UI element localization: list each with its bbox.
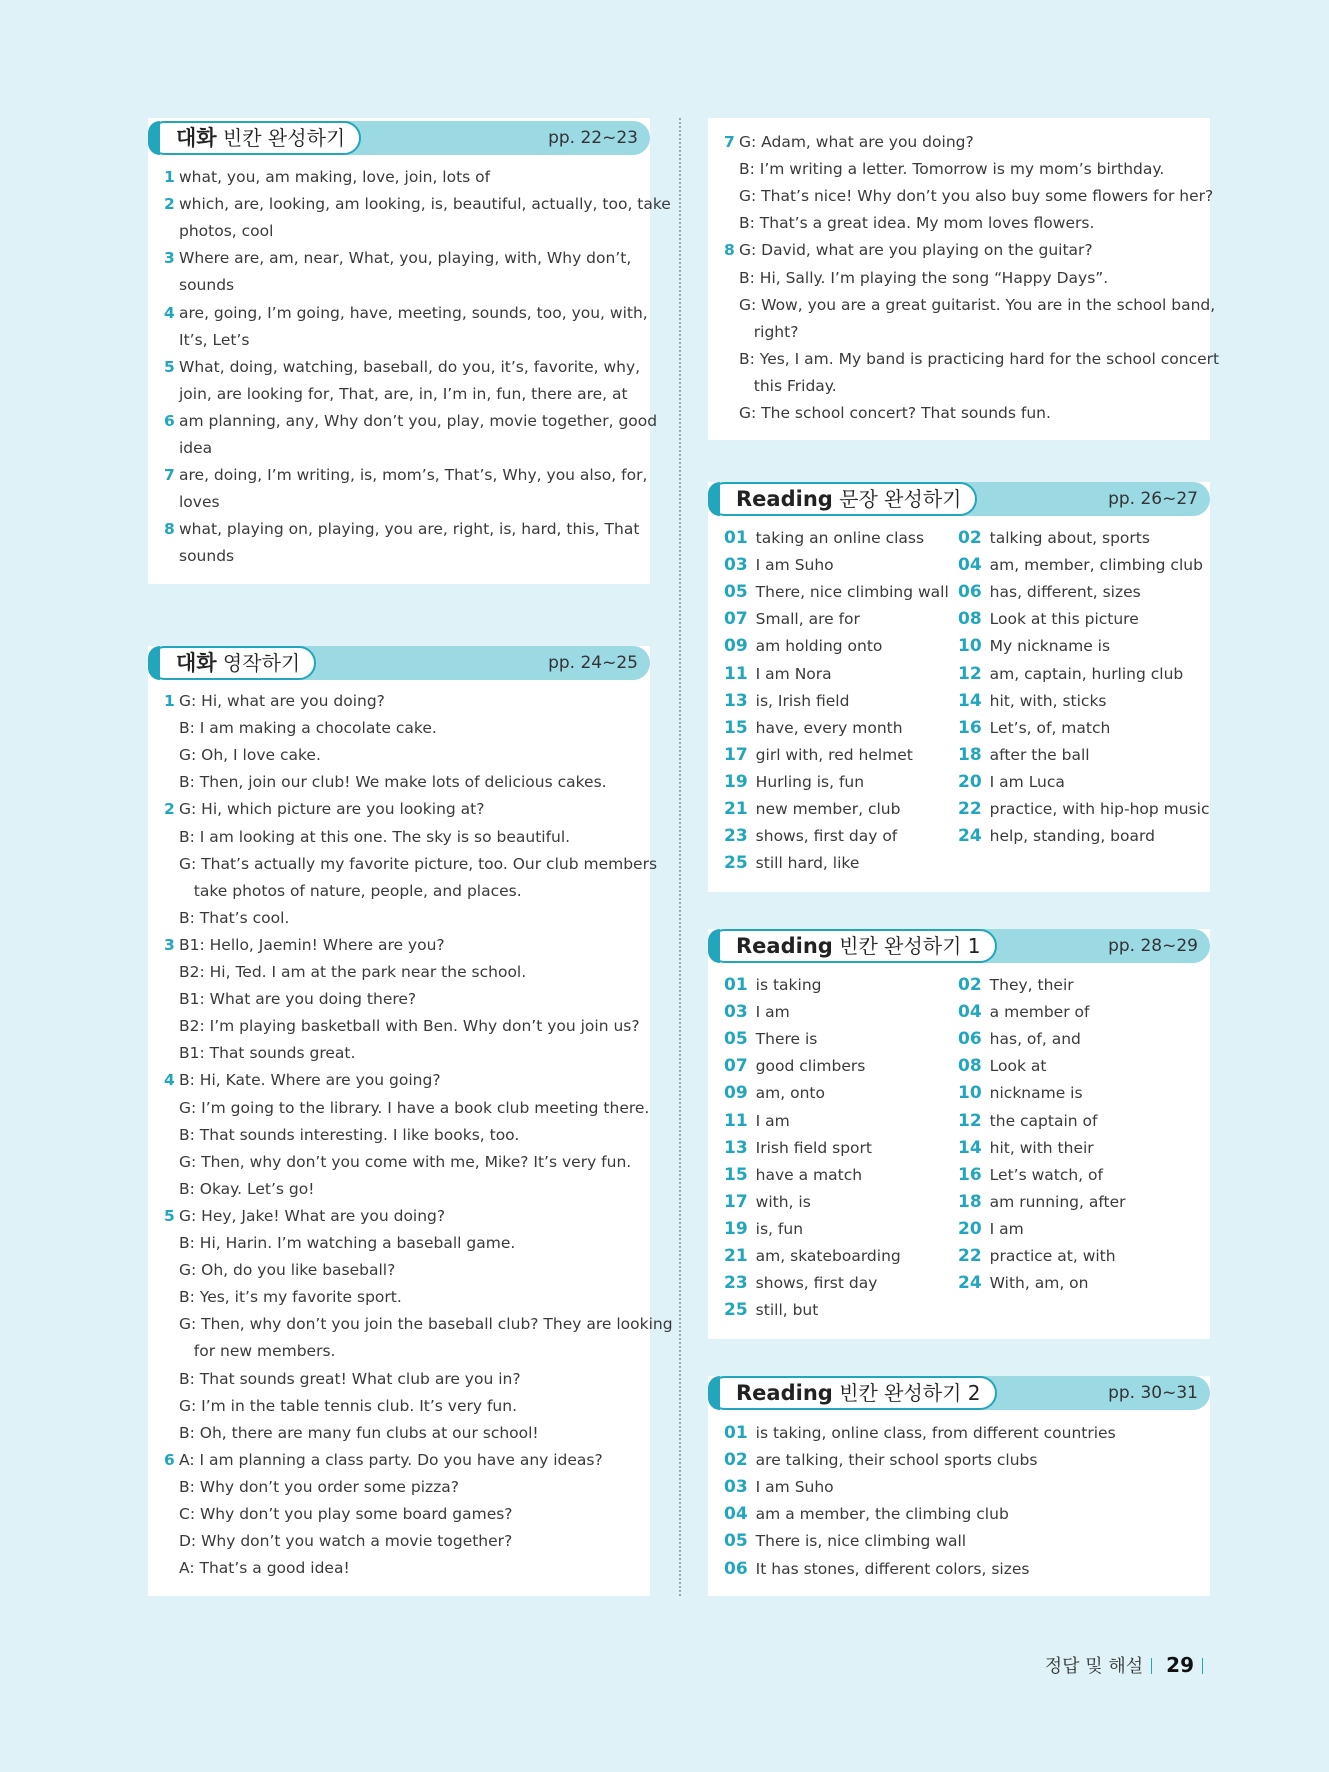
item-text: A: That’s a good idea! [179,1559,350,1578]
item-text: am, skateboarding [755,1247,901,1265]
item-text: is taking [755,976,822,994]
answer-item [724,975,822,995]
item-number: 22 [958,1246,982,1266]
item-number: 02 [958,528,982,548]
section-header-reading-blanks-1 [708,929,1210,963]
item-text: G: Adam, what are you doing? [739,133,974,151]
item-text: B: I am looking at this one. The sky is so beautiful. [179,827,571,846]
item-text: It has stones, different colors, sizes [755,1559,1030,1578]
page-footer [1045,1652,1211,1678]
item-text: right? [739,322,799,341]
item-number: 20 [958,1218,982,1239]
item-text: Let’s watch, of [989,1165,1103,1184]
answer-item [724,1165,862,1185]
footer-separator [1202,1658,1203,1674]
item-text: G: I’m going to the library. I have a book club meeting there. [179,1098,650,1117]
item-text: My nickname is [989,637,1111,656]
item-number: 8 [724,241,735,260]
item-text: still hard, like [755,854,860,873]
item-number: 23 [724,826,748,847]
item-number: 10 [958,1083,982,1104]
answer-line [164,1206,446,1225]
item-text: idea [179,439,213,457]
item-text: practice, with hip-hop music [989,800,1210,818]
item-text: a member of [989,1003,1090,1022]
page-range: pp. 22~23 [548,128,638,148]
page-range: pp. 24~25 [548,653,638,673]
item-number: 03 [724,1002,748,1023]
item-text: B2: Hi, Ted. I am at the park near the school. [179,963,527,981]
item-text: G: Hi, what are you doing? [179,692,385,710]
page-range: pp. 30~31 [1108,1383,1198,1403]
item-text: C: Why don’t you play some board games? [179,1505,513,1523]
item-text: what, playing on, playing, you are, right, is, hard, this, That [179,520,640,539]
item-text: are, doing, I’m writing, is, mom’s, That’s, Why, you also, for, [179,466,648,485]
item-number: 15 [724,717,748,738]
item-text: shows, first day of [755,827,898,846]
item-text: B: Okay. Let’s go! [179,1179,315,1198]
item-number: 5 [164,357,175,376]
answer-item [724,528,924,548]
answer-item [724,664,832,684]
item-text: B: Then, join our club! We make lots of delicious cakes. [179,773,607,792]
answer-item [724,1531,966,1551]
item-number: 24 [958,1273,982,1294]
item-number: 6 [164,1450,175,1469]
item-text: Look at [989,1057,1047,1076]
answer-item [724,772,864,792]
item-text: B: Hi, Kate. Where are you going? [179,1071,441,1090]
item-number: 23 [724,1273,748,1294]
item-number: 03 [724,1477,748,1498]
item-text: good climbers [755,1057,866,1076]
item-text: have a match [755,1165,863,1184]
item-number: 05 [724,582,748,603]
item-text: I am [755,1003,790,1022]
item-number: 20 [958,771,982,792]
item-text: B: Why don’t you order some pizza? [179,1477,460,1496]
answer-item [724,745,913,765]
item-text: I am Luca [989,772,1065,791]
item-number: 22 [958,799,982,819]
item-text: loves [179,493,220,512]
answer-item [724,1002,790,1022]
item-number: 25 [724,1300,748,1321]
answer-item [724,826,897,846]
item-number: 02 [724,1450,748,1471]
answer-item [958,555,1203,575]
item-number: 08 [958,1056,982,1077]
item-number: 11 [724,1110,748,1131]
footer-label: 정답 및 해설 [1044,1656,1144,1677]
item-text: B: Yes, I am. My band is practicing hard for the school concert [739,349,1220,368]
item-text: have, every month [755,718,903,737]
item-number: 09 [724,1083,748,1104]
item-text: after the ball [989,745,1090,764]
answer-item [724,1477,834,1497]
item-text: is, Irish field [755,691,850,710]
answer-line [164,466,648,485]
item-text: new member, club [755,800,901,818]
answer-item [958,1273,1088,1293]
answer-item [724,1056,865,1076]
answer-line [164,692,385,710]
item-text: B: Yes, it’s my favorite sport. [179,1288,402,1307]
answer-item [724,718,903,738]
item-number: 2 [164,195,175,214]
answer-item [724,1219,803,1239]
answer-item [958,745,1090,765]
item-number: 7 [724,133,735,151]
item-text: B: That’s a great idea. My mom loves flowers. [739,214,1095,233]
item-text: B: That’s cool. [179,908,290,927]
item-text: Where are, am, near, What, you, playing, with, Why don’t, [179,249,632,268]
item-text: am, member, climbing club [989,556,1203,575]
item-text: help, standing, board [989,827,1155,846]
section-title-pill: 대화 영작하기 [148,646,316,680]
answer-item [958,664,1183,684]
answer-item [958,1083,1083,1103]
section-dialogue-blanks [148,118,650,584]
item-text: hit, with their [989,1138,1094,1157]
item-text: hit, with, sticks [989,691,1107,710]
answer-item [724,636,882,656]
item-text: B: That sounds interesting. I like books, too. [179,1125,520,1144]
item-text: There is [755,1030,818,1049]
answer-item [724,555,834,575]
item-text: A: I am planning a class party. Do you have any ideas? [179,1450,603,1469]
item-text: They, their [989,976,1074,994]
item-text: what, you, am making, love, join, lots of [179,168,491,186]
section-title-pill: 대화 빈칸 완성하기 [148,121,361,155]
item-text: this Friday. [739,376,837,395]
answer-item [724,582,949,602]
answer-line [164,520,640,539]
answer-item [724,1029,817,1049]
item-number: 8 [164,520,175,539]
item-number: 24 [958,826,982,847]
item-number: 1 [164,692,175,710]
section-title-pill: Reading 빈칸 완성하기 2 [708,1376,997,1410]
answer-item [958,975,1074,995]
item-number: 18 [958,1191,982,1212]
item-number: 01 [724,528,748,548]
item-text: Irish field sport [755,1138,872,1157]
item-text: girl with, red helmet [755,745,913,764]
item-number: 2 [164,800,175,819]
section-header-dialogue-writing [148,646,650,680]
answer-item [724,1192,811,1212]
answer-line [724,241,1093,260]
item-number: 04 [724,1504,748,1525]
item-number: 1 [164,168,175,186]
item-text: talking about, sports [989,529,1150,547]
answer-line [164,1071,441,1090]
answer-item [958,636,1110,656]
item-number: 16 [958,717,982,738]
answer-item [724,1273,877,1293]
item-text: with, is [755,1192,811,1211]
item-number: 11 [724,663,748,684]
answer-line [724,133,974,151]
item-text: G: Oh, I love cake. [179,746,321,765]
answer-item [724,799,900,819]
item-text: are, going, I’m going, have, meeting, sounds, too, you, with, [179,303,648,322]
item-text: am planning, any, Why don’t you, play, movie together, good [179,411,658,430]
item-text: B: Oh, there are many fun clubs at our school! [179,1423,539,1442]
item-number: 03 [724,555,748,576]
item-text: There is, nice climbing wall [755,1532,967,1551]
item-text: B1: That sounds great. [179,1044,356,1063]
item-text: B: That sounds great! What club are you in? [179,1369,521,1388]
item-text: Let’s, of, match [989,718,1111,737]
answer-item [724,1450,1037,1470]
item-number: 07 [724,609,748,630]
item-text: G: Wow, you are a great guitarist. You are in the school band, [739,295,1216,314]
answer-line [164,249,632,268]
item-text: G: Hey, Jake! What are you doing? [179,1206,446,1225]
item-number: 06 [958,1029,982,1050]
item-number: 16 [958,1164,982,1185]
answer-item [724,853,859,873]
item-number: 4 [164,303,175,322]
item-text: What, doing, watching, baseball, do you, it’s, favorite, why, [179,357,641,376]
item-number: 04 [958,1002,982,1023]
page-range: pp. 28~29 [1108,936,1198,956]
item-number: 09 [724,636,748,657]
answer-item [958,1192,1126,1212]
answer-item [958,1029,1081,1049]
item-text: G: Then, why don’t you join the baseball club? They are looking [179,1315,673,1334]
item-text: I am [989,1219,1024,1238]
item-number: 19 [724,1218,748,1239]
item-text: are talking, their school sports clubs [755,1451,1038,1470]
item-text: which, are, looking, am looking, is, beautiful, actually, too, take [179,195,671,214]
item-number: 17 [724,744,748,765]
item-text: is taking, online class, from different countries [755,1424,1116,1442]
item-text: practice at, with [989,1247,1116,1265]
column-divider [679,118,681,1596]
section-header-reading-blanks-2 [708,1376,1210,1410]
item-text: has, different, sizes [989,583,1141,602]
item-text: I am Suho [755,1478,834,1497]
item-number: 10 [958,636,982,657]
item-number: 08 [958,609,982,630]
answer-item [958,1246,1116,1266]
item-text: I am Nora [755,664,832,683]
item-text: B1: What are you doing there? [179,990,417,1009]
item-text: It’s, Let’s [179,330,250,349]
answer-item [958,528,1150,548]
item-number: 02 [958,975,982,995]
section-header-dialogue-blanks [148,121,650,155]
item-number: 13 [724,1137,748,1158]
item-text: am a member, the climbing club [755,1505,1009,1524]
answer-item [724,1083,825,1103]
page-number: 29 [1166,1653,1194,1677]
answer-line [164,411,658,430]
item-text: photos, cool [179,222,274,241]
item-number: 07 [724,1056,748,1077]
answer-item [724,1559,1029,1579]
item-number: 3 [164,249,175,268]
item-text: B1: Hello, Jaemin! Where are you? [179,935,445,954]
item-number: 21 [724,1246,748,1266]
item-text: Hurling is, fun [755,772,865,791]
item-number: 14 [958,1137,982,1158]
item-number: 21 [724,799,748,819]
answer-item [958,1002,1089,1022]
answer-line [164,1450,603,1469]
item-number: 14 [958,690,982,711]
item-text: nickname is [989,1084,1083,1103]
item-text: B: I am making a chocolate cake. [179,719,437,738]
answer-line [164,935,445,954]
item-text: G: Hi, which picture are you looking at? [179,800,485,819]
item-text: G: I’m in the table tennis club. It’s very fun. [179,1396,517,1415]
item-text: Small, are for [755,610,860,629]
answer-item [724,691,849,711]
item-number: 17 [724,1191,748,1212]
item-number: 19 [724,771,748,792]
item-text: G: That’s nice! Why don’t you also buy some flowers for her? [739,187,1214,206]
item-number: 12 [958,663,982,684]
answer-line [164,357,641,376]
item-number: 01 [724,975,748,995]
item-number: 05 [724,1029,748,1050]
item-text: B: Hi, Harin. I’m watching a baseball game. [179,1234,516,1252]
item-number: 05 [724,1531,748,1552]
item-text: Look at this picture [989,610,1139,629]
item-number: 4 [164,1071,175,1090]
answer-line [164,303,648,322]
answer-line [164,168,491,186]
item-number: 01 [724,1423,748,1443]
answer-item [958,691,1107,711]
item-text: sounds [179,547,235,566]
answer-item [958,582,1141,602]
section-header-reading-sentences [708,482,1210,516]
item-text: G: Oh, do you like baseball? [179,1261,396,1280]
section-title-pill: Reading 문장 완성하기 [708,482,977,516]
item-number: 7 [164,466,175,485]
item-text: There, nice climbing wall [755,583,949,602]
item-number: 06 [724,1558,748,1579]
answer-item [724,1246,901,1266]
answer-item [958,609,1139,629]
item-number: 18 [958,744,982,765]
item-text: take photos of nature, people, and places. [179,881,522,900]
item-text: G: Then, why don’t you come with me, Mike? It’s very fun. [179,1152,632,1171]
answer-item [724,1111,790,1131]
item-text: G: David, what are you playing on the guitar? [739,241,1093,260]
item-text: is, fun [755,1219,804,1238]
answer-item [724,1504,1009,1524]
item-text: am, onto [755,1084,825,1103]
item-text: am, captain, hurling club [989,664,1184,683]
item-text: am holding onto [755,637,883,656]
page-range: pp. 26~27 [1108,489,1198,509]
answer-item [958,1056,1046,1076]
item-text: B2: I’m playing basketball with Ben. Why don’t you join us? [179,1017,640,1036]
item-text: B: Hi, Sally. I’m playing the song “Happy Days”. [739,268,1109,287]
answer-item [958,1165,1103,1185]
answer-item [958,772,1065,792]
answer-item [958,799,1209,819]
footer-separator [1151,1658,1152,1674]
item-number: 3 [164,935,175,954]
item-text: taking an online class [755,529,925,547]
item-text: D: Why don’t you watch a movie together? [179,1532,513,1551]
item-text: shows, first day [755,1274,878,1293]
item-text: G: The school concert? That sounds fun. [739,404,1051,422]
item-text: the captain of [989,1111,1098,1130]
item-number: 06 [958,582,982,603]
item-number: 04 [958,555,982,576]
answer-item [958,718,1110,738]
item-text: still, but [755,1301,819,1320]
answer-item [958,1138,1094,1158]
item-number: 5 [164,1206,175,1225]
answer-item [724,1138,872,1158]
item-text: join, are looking for, That, are, in, I’m in, fun, there are, at [179,384,628,403]
item-text: sounds [179,276,235,295]
item-number: 12 [958,1110,982,1131]
item-text: I am [755,1111,790,1130]
item-text: am running, after [989,1192,1126,1211]
item-text: has, of, and [989,1030,1081,1049]
section-title-pill: Reading 빈칸 완성하기 1 [708,929,997,963]
item-number: 6 [164,411,175,430]
item-text: for new members. [179,1342,336,1361]
item-number: 25 [724,853,748,874]
answer-line [164,195,671,214]
item-number: 15 [724,1164,748,1185]
answer-item [958,1111,1097,1131]
answer-line [164,800,485,819]
item-text: I am Suho [755,556,834,575]
item-text: With, am, on [989,1274,1089,1293]
item-number: 13 [724,690,748,711]
item-text: B: I’m writing a letter. Tomorrow is my mom’s birthday. [739,160,1165,179]
answer-item [958,826,1155,846]
answer-item [958,1219,1024,1239]
answer-item [724,609,860,629]
answer-item [724,1423,1116,1443]
item-text: G: That’s actually my favorite picture, too. Our club members [179,854,658,873]
answer-item [724,1300,818,1320]
